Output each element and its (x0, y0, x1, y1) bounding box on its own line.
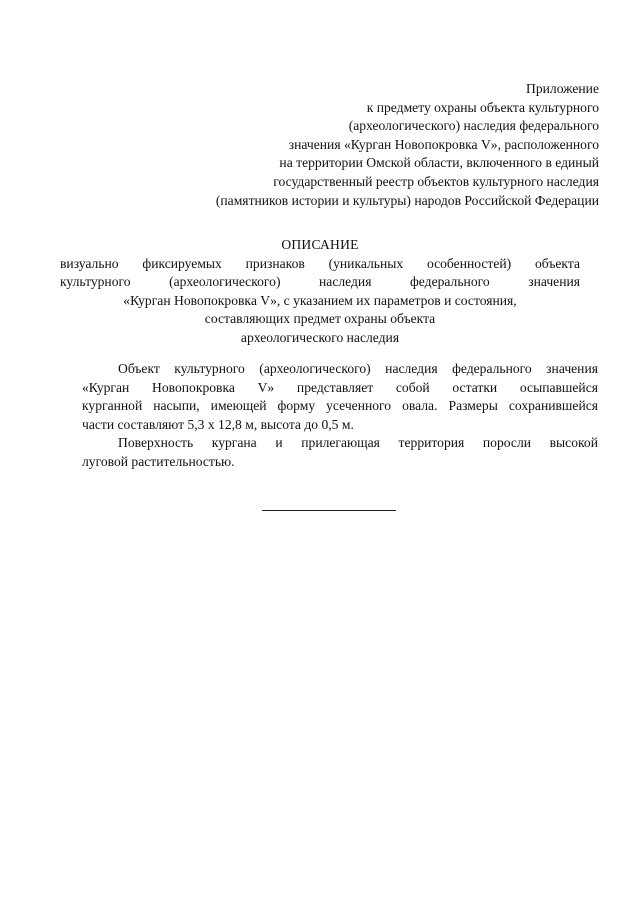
appendix-header (159, 80, 599, 210)
heading-line: составляющих предмет охраны объекта (204, 311, 436, 327)
appendix-line: (памятников истории и культуры) народов Российской Федерации (215, 192, 599, 208)
document-title: ОПИСАНИЕ (281, 237, 359, 252)
heading-line: культурного (археологического) наследия федерального значения (60, 274, 580, 290)
appendix-line: Приложение (526, 81, 599, 96)
end-divider-line (262, 510, 396, 511)
appendix-line: (археологического) наследия федерального (348, 118, 599, 134)
paragraph-line: части составляют 5,3 х 12,8 м, высота до 0,5 м. (82, 416, 354, 432)
paragraph-line: Поверхность кургана и прилегающая территория поросли высокой (118, 435, 598, 451)
description-body (82, 360, 598, 472)
appendix-line: на территории Омской области, включенного в единый (279, 155, 599, 171)
appendix-line: государственный реестр объектов культурного наследия (273, 173, 599, 189)
paragraph-line: луговой растительностью. (82, 453, 235, 469)
heading-line: визуально фиксируемых признаков (уникальных особенностей) объекта (60, 255, 580, 271)
appendix-line: значения «Курган Новопокровка V», расположенного (288, 136, 599, 152)
description-heading (60, 236, 580, 348)
heading-line: «Курган Новопокровка V», с указанием их параметров и состояния, (123, 292, 517, 308)
paragraph-line: Объект культурного (археологического) наследия федерального значения (118, 361, 598, 376)
paragraph-line: «Курган Новопокровка V» представляет собой остатки осыпавшейся (82, 379, 598, 395)
paragraph-line: курганной насыпи, имеющей форму усеченного овала. Размеры сохранившейся (82, 398, 598, 414)
appendix-line: к предмету охраны объекта культурного (366, 99, 599, 115)
heading-line: археологического наследия (240, 329, 400, 345)
